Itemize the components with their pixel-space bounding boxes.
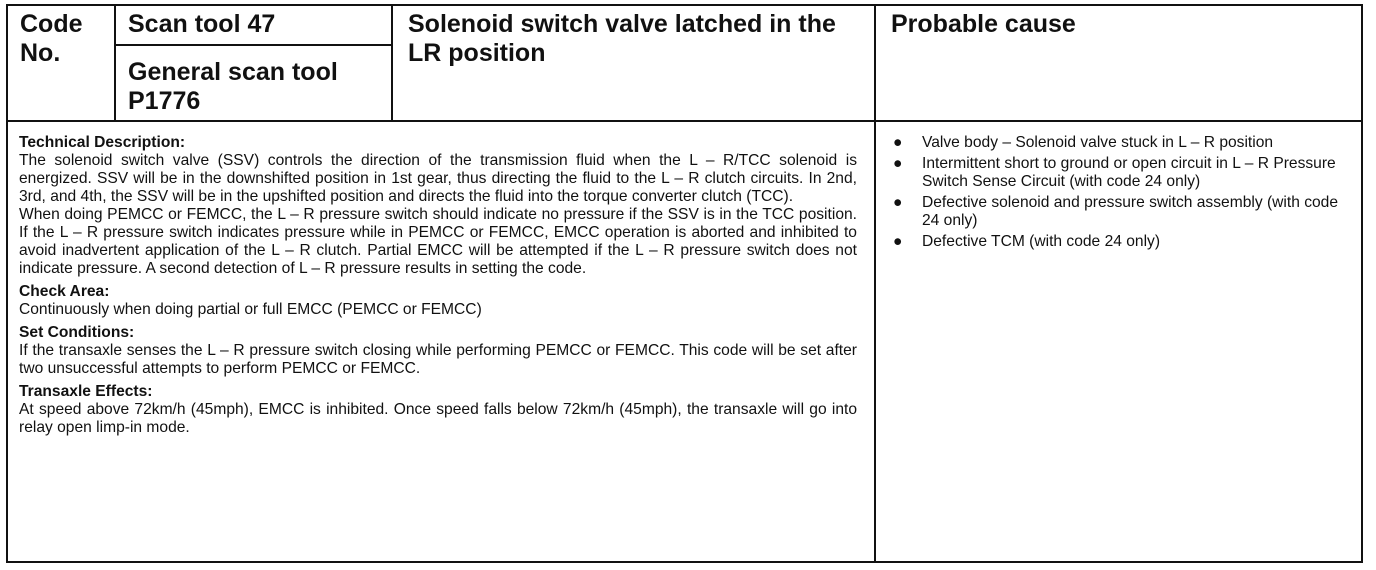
probable-cause-heading: Probable cause (891, 10, 1076, 38)
section-title: Transaxle Effects: (19, 383, 153, 400)
section-title: Set Conditions: (19, 324, 135, 341)
description-panel (19, 134, 857, 437)
header-divider-bottom (6, 120, 1363, 122)
header-divider-scan (391, 4, 393, 120)
cause-text: Intermittent short to ground or open circuit in L – R Pressure Switch Sense Circuit (with code 24 only) (922, 155, 1336, 190)
section-technical-description (19, 134, 857, 278)
section-set-conditions (19, 324, 857, 378)
bullet-icon: ● (893, 194, 903, 211)
list-item (888, 194, 1343, 230)
general-scan-tool-code: General scan tool P1776 (128, 58, 338, 115)
list-item (888, 134, 1343, 152)
column-divider (874, 4, 876, 563)
list-item (888, 233, 1343, 251)
table-border-bottom (6, 561, 1363, 563)
section-paragraph: When doing PEMCC or FEMCC, the L – R pressure switch should indicate no pressure if the SSV is in the TCC position. If the L – R pressure switch indicates pressure while in PEMCC or FEMCC, EMCC operation is aborted and inhibited to avoid inadvertent application of the L – R clutch. Partial EMCC will be attempted if the L – R pressure switch does not indicate pressure. A second detection of L – R pressure results in setting the code. (19, 206, 857, 277)
code-no-heading: Code No. (20, 10, 83, 67)
probable-cause-panel (888, 134, 1343, 254)
section-paragraph: The solenoid switch valve (SSV) controls the direction of the transmission fluid when the L – R/TCC solenoid is energized. SSV will be in the downshifted position in 1st gear, thus directing the fluid to the L – R clutch circuits. In 2nd, 3rd, and 4th, the SSV will be in the upshifted position and directs the fluid into the torque converter clutch (TCC). (19, 152, 857, 205)
section-title: Check Area: (19, 283, 110, 300)
cause-list (888, 134, 1343, 251)
section-paragraph: At speed above 72km/h (45mph), EMCC is inhibited. Once speed falls below 72km/h (45mph), the transaxle will go into relay open limp-in mode. (19, 401, 857, 436)
section-paragraph: Continuously when doing partial or full EMCC (PEMCC or FEMCC) (19, 301, 482, 318)
section-paragraph: If the transaxle senses the L – R pressure switch closing while performing PEMCC or FEMCC. This code will be set after two unsuccessful attempts to perform PEMCC or FEMCC. (19, 342, 857, 377)
cause-text: Defective solenoid and pressure switch assembly (with code 24 only) (922, 194, 1339, 229)
list-item (888, 155, 1343, 191)
cause-text: Defective TCM (with code 24 only) (922, 233, 1161, 250)
scan-tool-code: Scan tool 47 (128, 10, 276, 38)
section-check-area (19, 283, 857, 319)
dtc-title: Solenoid switch valve latched in the LR position (408, 10, 836, 67)
bullet-icon: ● (893, 233, 903, 250)
section-transaxle-effects (19, 383, 857, 437)
cause-text: Valve body – Solenoid valve stuck in L – R position (922, 134, 1274, 151)
bullet-icon: ● (893, 134, 903, 151)
scan-tool-divider (114, 44, 393, 46)
table-border-right (1361, 4, 1363, 563)
table-border-left (6, 4, 8, 563)
table-border-top (6, 4, 1363, 6)
dtc-table (6, 4, 1363, 563)
bullet-icon: ● (893, 155, 903, 172)
section-title: Technical Description: (19, 134, 186, 151)
